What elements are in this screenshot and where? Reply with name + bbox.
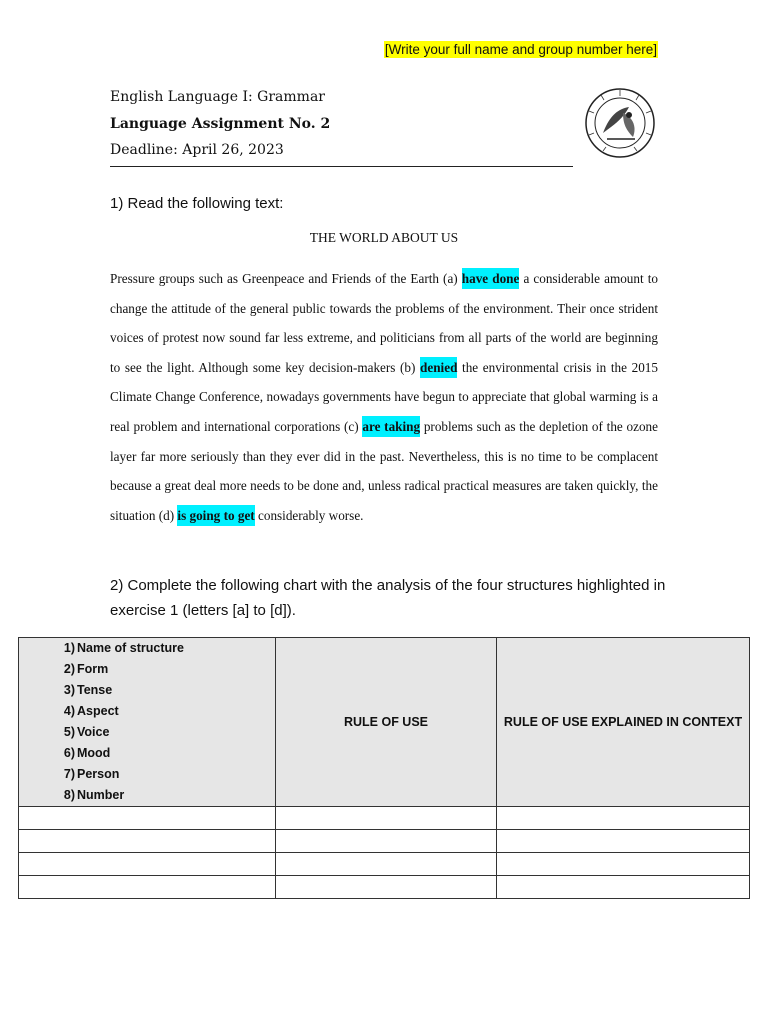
analysis-chart [18,637,750,899]
name-instruction: [Write your full name and group number here] [384,42,657,57]
criteria-header [19,638,276,807]
table-cell[interactable] [497,853,750,876]
table-cell[interactable] [276,807,497,830]
table-cell[interactable] [19,853,276,876]
table-row [19,830,750,853]
table-cell[interactable] [497,830,750,853]
passage-text: a considerable amount to change the attitude of the general public towards the problems of the environment. Their once strident voices of protest now sound far less extreme, and politicians from all parts of the world are beginning to see the light. Although some key decision-makers (b) [110,271,658,375]
criteria-item: 1) Name of structure [63,641,184,655]
table-row [19,853,750,876]
rule-in-context-header: RULE OF USE EXPLAINED IN CONTEXT [497,638,750,807]
criteria-item: 3) Tense [63,683,113,697]
criteria-item: 2) Form [63,662,109,676]
passage-text: problems such as the depletion of the ozone layer far more seriously than they ever did in the past. Nevertheless, this is no time to be complacent because a great deal more needs to be done and, unless radical practical measures are taken quickly, the situation (d) [110,418,658,523]
course-title: English Language I: Grammar [110,89,325,105]
document-header [110,84,573,167]
passage-text: Pressure groups such as Greenpeace and Friends of the Earth (a) [110,271,462,286]
table-cell[interactable] [497,876,750,899]
criteria-item: 6) Mood [63,746,111,760]
text-title: THE WORLD ABOUT US [309,230,459,245]
table-row [19,807,750,830]
highlight-b: denied [420,357,457,378]
table-cell[interactable] [19,807,276,830]
criteria-item: 8) Number [63,788,125,802]
table-cell[interactable] [276,853,497,876]
university-seal-icon [583,87,657,159]
criteria-item: 5) Voice [63,725,110,739]
highlight-a: have done [462,268,520,289]
criteria-item: 7) Person [63,767,120,781]
highlight-c: are taking [362,416,420,437]
chart-header-row [19,638,750,807]
reading-passage [110,264,658,530]
rule-of-use-header: RULE OF USE [276,638,497,807]
passage-text: the environmental crisis in the 2015 Climate Change Conference, nowadays governments have begun to appreciate that global warming is a real problem and international corporations (c) [110,359,658,434]
table-cell[interactable] [19,876,276,899]
table-cell[interactable] [497,807,750,830]
question-2: 2) Complete the following chart with the analysis of the four structures highlighted in exercise 1 (letters [a] to [d]). [110,577,666,619]
criteria-item: 4) Aspect [63,704,119,718]
assignment-title: Language Assignment No. 2 [110,115,331,132]
table-row [19,876,750,899]
table-cell[interactable] [276,876,497,899]
deadline: Deadline: April 26, 2023 [110,142,284,158]
table-cell[interactable] [276,830,497,853]
criteria-list [25,638,269,806]
highlight-d: is going to get [177,505,254,526]
passage-text: considerably worse. [254,507,364,523]
table-cell[interactable] [19,830,276,853]
question-1: 1) Read the following text: [110,195,284,212]
